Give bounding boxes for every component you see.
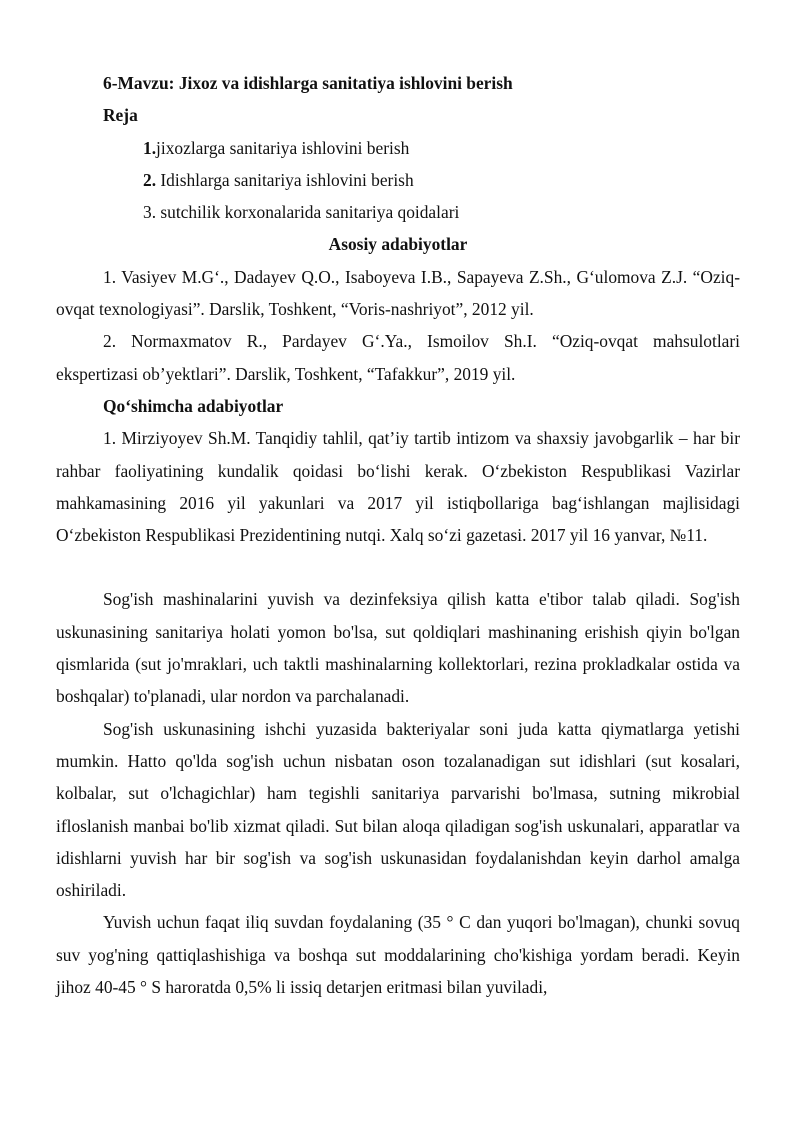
main-literature-item: 1. Vasiyev M.G‘., Dadayev Q.O., Isaboyeva I.B., Sapayeva Z.Sh., G‘ulomova Z.J. “Oziq-ovqat texnologiyasi”. Darslik, Toshkent, “Voris-nashriyot”, 2012 yil. [56, 266, 740, 320]
body-paragraph: Yuvish uchun faqat iliq suvdan foydalaning (35 ° C dan yuqori bo'lmagan), chunki sovuq suv yog'ning qattiqlashishiga va boshqa sut moddalarining cho'kishiga yordam beradi. Keyin jihoz 40-45 ° S haroratda 0,5% li issiq detarjen eritmasi bilan yuviladi, [56, 912, 740, 998]
plan-item [56, 132, 740, 164]
plan-item-text: jixozlarga sanitariya ishlovini berish [156, 137, 410, 158]
paragraph-gap [56, 551, 740, 583]
plan-item-number: 2. [143, 169, 157, 190]
body-paragraph: Sog'ish mashinalarini yuvish va dezinfeksiya qilish katta e'tibor talab qiladi. Sog'ish uskunasining sanitariya holati yomon bo'lsa, sut qoldiqlari mashinaning erishish qiyin bo'lgan qismlarida (sut jo'mraklari, uch taktli mashinalarning kollektorlari, rezina prokladkalar ostida va boshqalar) to'planadi, ular nordon va parchalanadi. [56, 589, 740, 707]
plan-heading: Reja [103, 105, 138, 126]
plan-item-text: 3. sutchilik korxonalarida sanitariya qoidalari [143, 202, 460, 223]
main-literature-heading: Asosiy adabiyotlar [328, 234, 468, 255]
body-paragraph: Sog'ish uskunasining ishchi yuzasida bakteriyalar soni juda katta qiymatlarga yetishi mumkin. Hatto qo'lda sog'ish uchun nisbatan oson tozalanadigan sut idishlari (sut kosalari, kolbalar, sut o'lchagichlar) ham tegishli sanitariya parvarishi bo'lmasa, sutning mikrobial ifloslanish manbai bo'lib xizmat qiladi. Sut bilan aloqa qiladigan sog'ish uskunalari, apparatlar va idishlarni yuvish har bir sog'ish va sog'ish uskunasidan foydalanishdan keyin darhol amalga oshiriladi. [56, 718, 740, 901]
topic-title: 6-Mavzu: Jixoz va idishlarga sanitatiya ishlovini berish [103, 73, 513, 93]
plan-item-text: Idishlarga sanitariya ishlovini berish [156, 169, 414, 190]
plan-item [56, 164, 740, 196]
main-literature-item: 2. Normaxmatov R., Pardayev G‘.Ya., Ismoilov Sh.I. “Oziq-ovqat mahsulotlari ekspertizasi ob’yektlari”. Darslik, Toshkent, “Tafakkur”, 2019 yil. [56, 331, 740, 384]
plan-item [56, 196, 740, 228]
document-page [56, 67, 740, 1003]
extra-literature-heading: Qo‘shimcha adabiyotlar [103, 395, 284, 416]
plan-item-number: 1. [143, 137, 157, 158]
extra-literature-item: 1. Mirziyoyev Sh.M. Tanqidiy tahlil, qat’iy tartib intizom va shaxsiy javobgarlik – har bir rahbar faoliyatining kundalik qoidasi bo‘lishi kerak. O‘zbekiston Respublikasi Vazirlar mahkamasining 2016 yil yakunlari va 2017 yil istiqbollariga bag‘ishlangan majlisidagi O‘zbekiston Respublikasi Prezidentining nutqi. Xalq so‘zi gazetasi. 2017 yil 16 yanvar, №11. [56, 428, 740, 546]
